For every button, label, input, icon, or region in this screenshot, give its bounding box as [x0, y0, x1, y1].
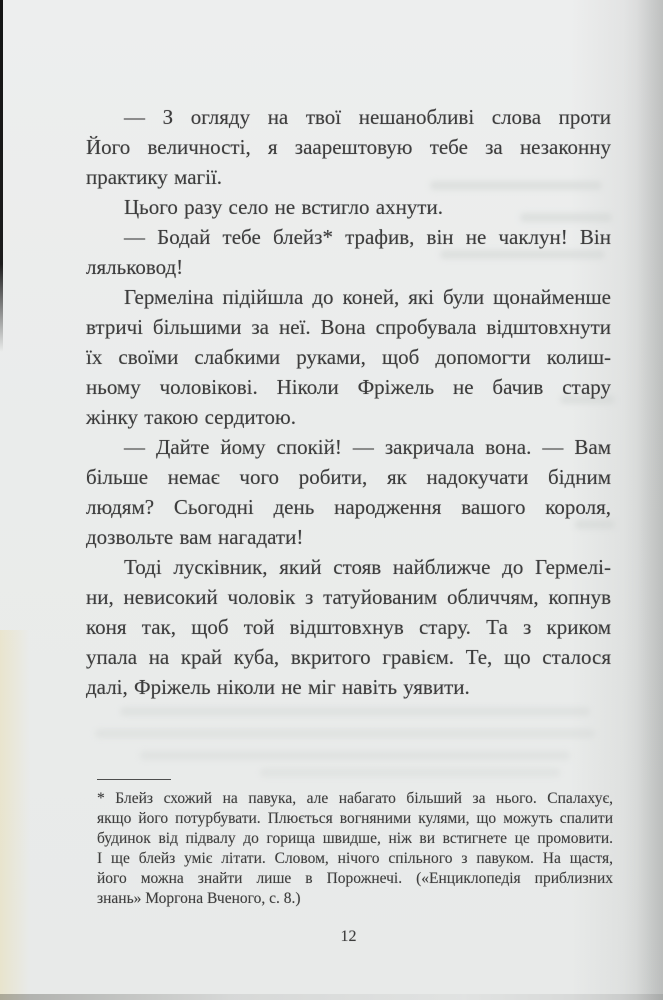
paragraph	[86, 432, 611, 552]
text-line: Тоді лусківник, який стояв найближче до Гермелі-	[124, 555, 611, 579]
body-text	[86, 102, 611, 702]
page-number: 12	[340, 928, 357, 945]
text-line: більше немає чого робити, як надокучати бідним	[86, 465, 611, 489]
text-line: їх своїми слабкими руками, щоб допомогти колиш-	[86, 345, 611, 369]
text-line: далі, Фріжель ніколи не міг навіть уявити.	[86, 675, 470, 699]
text-line: Цього разу село не встигло ахнути.	[124, 195, 443, 219]
text-line: ньому чоловікові. Ніколи Фріжель не бачив стару	[86, 375, 611, 399]
footnote-rule	[97, 779, 171, 780]
text-line: ни, невисокий чоловік з татуйованим обличчям, копнув	[86, 585, 611, 609]
paragraph	[86, 102, 611, 192]
text-line: — Бодай тебе блейз* трафив, він не чаклун! Він	[124, 225, 611, 249]
paragraph	[86, 282, 611, 432]
text-line: жінку такою сердитою.	[86, 405, 296, 429]
text-line: коня так, щоб той відштовхнув стару. Та з криком	[86, 615, 611, 639]
bottom-edge-shadow	[0, 994, 663, 1000]
right-edge-vignette	[637, 0, 663, 1000]
bleed-through-artifact	[120, 707, 590, 716]
footnote-line: * Блейз схожий на павука, але набагато більший за нього. Спалахує,	[97, 790, 613, 807]
text-line: дозвольте вам нагадати!	[86, 525, 304, 549]
text-line: Його величності, я заарештовую тебе за незаконну	[86, 135, 611, 159]
text-line: Гермеліна підійшла до коней, які були щонайменше	[124, 285, 611, 309]
left-edge-shadow	[0, 0, 3, 352]
bleed-through-artifact	[140, 751, 570, 760]
paragraph	[86, 222, 611, 282]
text-line: — Дайте йому спокій! — закричала вона. — Вам	[124, 435, 611, 459]
paragraph	[86, 192, 611, 222]
text-line: — З огляду на твої нешанобливі слова проти	[124, 105, 611, 129]
text-line: ляльковод!	[86, 255, 184, 279]
text-line: практику магії.	[86, 165, 223, 189]
warm-tint-artifact	[0, 630, 30, 1000]
footnote-line: знань» Моргона Вченого, с. 8.)	[97, 890, 301, 907]
footnote-line: І ще блейз уміє літати. Словом, нічого спільного з павуком. На щастя,	[97, 850, 613, 867]
text-line: упала на край куба, вкритого гравієм. Те, що сталося	[86, 645, 611, 669]
bleed-through-artifact	[260, 768, 560, 777]
footnote-line: його можна знайти лише в Порожнечі. («Енциклопедія приблизних	[97, 870, 613, 887]
bleed-through-artifact	[95, 729, 595, 738]
text-line: втричі більшими за неї. Вона спробувала відштовхнути	[86, 315, 611, 339]
footnote-line: будинок від підвалу до горища швидше, ніж ви встигнете це промовити.	[97, 830, 613, 847]
footnote	[97, 779, 613, 909]
paragraph	[86, 552, 611, 702]
text-line: людям? Сьогодні день народження вашого короля,	[86, 495, 611, 519]
footnote-line: якщо його потурбувати. Плюється вогняними кулями, що можуть спалити	[97, 810, 613, 827]
